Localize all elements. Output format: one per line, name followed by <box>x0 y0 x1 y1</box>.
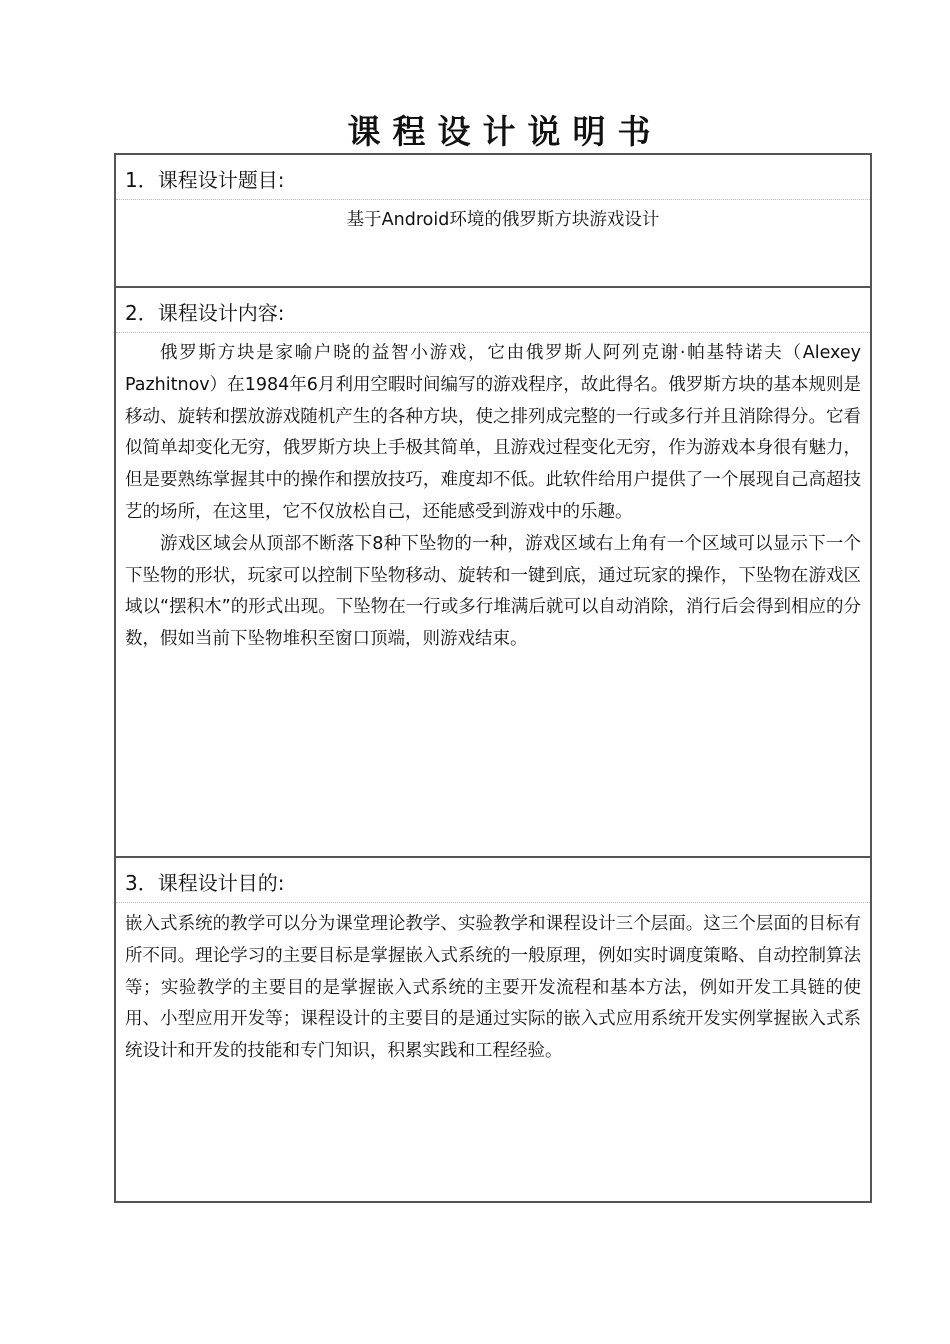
paragraph: 俄罗斯方块是家喻户晓的益智小游戏，它由俄罗斯人阿列克谢·帕基特诺夫（Alexey Pazhitnov）在1984年6月利用空暇时间编写的游戏程序，故此得名。俄罗斯方块的基本规则是移动、旋转和摆放游戏随机产生的各种方块，使之排列成完整的一行或多行并且消除得分。它看似简单却变化无穷，俄罗斯方块上手极其简单，且游戏过程变化无穷，作为游戏本身很有魅力，但是要熟练掌握其中的操作和摆放技巧，难度却不低。此软件给用户提供了一个展现自己高超技艺的场所，在这里，它不仅放松自己，还能感受到游戏中的乐趣。 <box>125 343 861 522</box>
paragraph: 嵌入式系统的教学可以分为课堂理论教学、实验教学和课程设计三个层面。这三个层面的目标有所不同。理论学习的主要目标是掌握嵌入式系统的一般原理，例如实时调度策略、自动控制算法等；实验教学的主要目的是掌握嵌入式系统的主要开发流程和基本方法，例如开发工具链的使用、小型应用开发等；课程设计的主要目的是通过实际的嵌入式应用系统开发实例掌握嵌入式系统设计和开发的技能和专门知识，积累实践和工程经验。 <box>125 914 861 1062</box>
section-topic <box>116 155 870 288</box>
section-body <box>116 338 870 656</box>
form-table <box>114 153 872 1203</box>
section-heading: 1．课程设计题目: <box>116 155 870 200</box>
paragraph: 游戏区域会从顶部不断落下8种下坠物的一种，游戏区域右上角有一个区域可以显示下一个下坠物的形状，玩家可以控制下坠物移动、旋转和一键到底，通过玩家的操作，下坠物在游戏区域以“摆积木”的形式出现。下坠物在一行或多行堆满后就可以自动消除，消行后会得到相应的分数，假如当前下坠物堆积至窗口顶端，则游戏结束。 <box>125 533 861 650</box>
section-body <box>116 909 870 1068</box>
topic-text: 基于Android环境的俄罗斯方块游戏设计 <box>346 210 660 230</box>
document-title: 课程设计说明书 <box>347 112 663 151</box>
section-content <box>116 288 870 858</box>
section-purpose <box>116 858 870 1201</box>
section-heading: 3．课程设计目的: <box>116 858 870 903</box>
section-heading: 2．课程设计内容: <box>116 288 870 333</box>
